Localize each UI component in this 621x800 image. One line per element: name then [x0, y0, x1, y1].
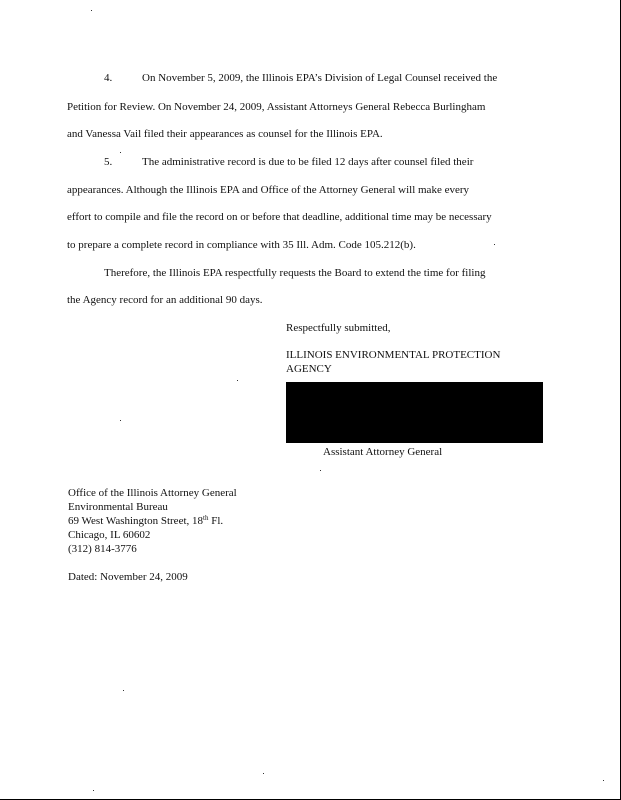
paragraph-4-number: 4. [104, 72, 113, 84]
agency-name-line-1: ILLINOIS ENVIRONMENTAL PROTECTION [286, 349, 501, 361]
scan-speck [123, 690, 124, 691]
dated-line: Dated: November 24, 2009 [68, 571, 188, 583]
office-floor-suffix: th [203, 514, 209, 522]
scan-speck [494, 244, 495, 245]
scan-speck [237, 380, 238, 381]
scan-speck [120, 420, 121, 421]
paragraph-5-line-3: effort to compile and file the record on or before that deadline, additional time may be necessary [67, 211, 492, 223]
paragraph-5-line-1: The administrative record is due to be filed 12 days after counsel filed their [142, 156, 474, 168]
request-line-1: Therefore, the Illinois EPA respectfully requests the Board to extend the time for filing [104, 267, 486, 279]
closing-text: Respectfully submitted, [286, 322, 391, 334]
agency-name-line-2: AGENCY [286, 363, 332, 375]
scan-speck [603, 780, 604, 781]
scan-speck [91, 10, 92, 11]
signer-title: Assistant Attorney General [323, 446, 443, 458]
office-line-1: Office of the Illinois Attorney General [68, 487, 237, 499]
office-line-3 [68, 514, 223, 528]
paragraph-5-number: 5. [104, 156, 113, 168]
paragraph-4-line-2: Petition for Review. On November 24, 2009, Assistant Attorneys General Rebecca Burlingham [67, 101, 486, 113]
office-line-2: Environmental Bureau [68, 501, 168, 513]
request-line-2: the Agency record for an additional 90 days. [67, 294, 263, 306]
paragraph-4-line-3: and Vanessa Vail filed their appearances as counsel for the Illinois EPA. [67, 128, 383, 140]
office-line-5: (312) 814-3776 [68, 543, 137, 555]
scan-speck [263, 773, 264, 774]
scan-speck [120, 152, 121, 153]
office-line-4: Chicago, IL 60602 [68, 529, 151, 541]
office-floor-label: Fl. [208, 515, 224, 527]
paragraph-5-line-2: appearances. Although the Illinois EPA and Office of the Attorney General will make every [67, 184, 469, 196]
office-street: 69 West Washington Street, 18 [68, 515, 204, 527]
paragraph-4-line-1: On November 5, 2009, the Illinois EPA’s Division of Legal Counsel received the [142, 72, 498, 84]
redacted-signature [286, 382, 543, 443]
scan-speck [93, 790, 94, 791]
scan-speck [320, 470, 321, 471]
paragraph-5-line-4: to prepare a complete record in compliance with 35 Ill. Adm. Code 105.212(b). [67, 239, 416, 251]
